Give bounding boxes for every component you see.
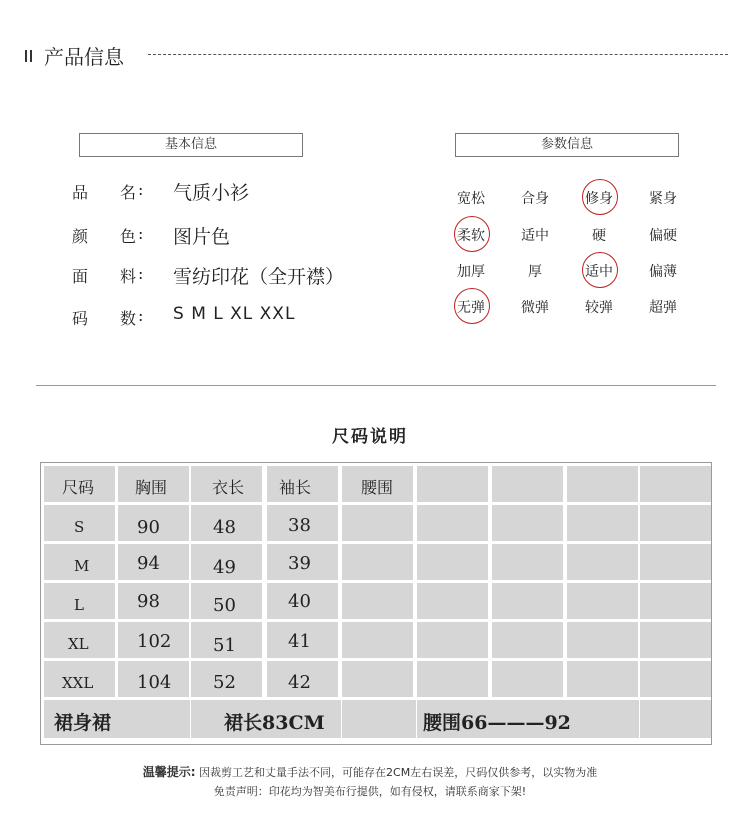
param-option-label: 适中 (585, 264, 613, 280)
table-cell (567, 622, 638, 658)
table-cell (342, 544, 413, 580)
footer-waist: 腰围66———92 (423, 712, 571, 734)
table-cell (417, 466, 488, 502)
info-label-char: 色 (120, 227, 137, 246)
info-value: 气质小衫 (173, 182, 250, 204)
table-cell (342, 505, 413, 541)
table-cell (492, 661, 563, 697)
param-option (574, 261, 624, 281)
table-cell (567, 583, 638, 619)
table-value: 38 (288, 515, 311, 536)
section-title: 产品信息 (44, 45, 124, 69)
param-option-label: 柔软 (457, 228, 485, 244)
info-value: S M L XL XXL (173, 304, 296, 324)
param-option (574, 225, 624, 245)
table-cell (342, 583, 413, 619)
info-label-char: 颜 (72, 227, 89, 246)
param-option-label: 紧身 (649, 191, 677, 207)
table-value: 50 (213, 595, 236, 616)
table-cell (640, 544, 711, 580)
table-value: 41 (288, 631, 311, 652)
size-chart-title: 尺码说明 (332, 427, 408, 447)
param-option (510, 297, 560, 317)
table-cell (567, 505, 638, 541)
param-option-label: 偏硬 (649, 228, 677, 244)
size-label: S (74, 518, 85, 536)
table-header: 尺码 (62, 478, 95, 497)
param-option-label: 加厚 (457, 264, 485, 280)
table-value: 90 (137, 517, 160, 538)
notice-line-1 (0, 763, 740, 780)
info-label-char: 品 (72, 183, 89, 202)
selected-ring-icon (454, 216, 490, 252)
table-cell (417, 661, 488, 697)
table-cell (640, 466, 711, 502)
info-label-char: : (138, 264, 144, 283)
section-header (24, 40, 730, 70)
param-option-label: 宽松 (457, 191, 485, 207)
divider (36, 385, 716, 386)
table-cell (417, 583, 488, 619)
table-header: 袖长 (279, 478, 312, 497)
selected-ring-icon (582, 252, 618, 288)
param-option-label: 较弹 (585, 300, 613, 316)
param-option (446, 261, 496, 281)
footer-length: 裙长83CM (224, 712, 325, 734)
table-cell (640, 622, 711, 658)
table-value: 49 (213, 557, 236, 578)
param-option (446, 225, 496, 245)
table-cell (640, 583, 711, 619)
table-value: 102 (137, 631, 172, 652)
notice-line-2: 免责声明：印花均为智美布行提供，如有侵权，请联系商家下架! (213, 785, 527, 798)
table-value: 42 (288, 672, 311, 693)
info-label-char: 名 (120, 183, 137, 202)
param-option-label: 适中 (521, 228, 549, 244)
param-option-label: 合身 (521, 191, 549, 207)
table-cell (417, 622, 488, 658)
table-cell (492, 505, 563, 541)
info-label-char: 数 (120, 309, 137, 328)
table-value: 104 (137, 672, 172, 693)
size-label: XXL (62, 674, 94, 692)
param-option (638, 297, 688, 317)
param-option (510, 188, 560, 208)
param-option-label: 微弹 (521, 300, 549, 316)
size-chart-table (40, 462, 712, 745)
table-cell (567, 466, 638, 502)
table-cell (492, 466, 563, 502)
table-cell (492, 544, 563, 580)
info-label-char: : (138, 306, 144, 325)
section-dashed-line (148, 54, 728, 55)
table-cell (492, 583, 563, 619)
table-cell (640, 661, 711, 697)
param-option (510, 261, 560, 281)
table-value: 40 (288, 591, 311, 612)
info-label-char: : (138, 180, 144, 199)
param-option-label: 无弹 (457, 300, 485, 316)
table-header: 胸围 (135, 478, 168, 497)
param-option-label: 修身 (585, 191, 613, 207)
param-option (638, 261, 688, 281)
param-info-title: 参数信息 (455, 133, 679, 157)
selected-ring-icon (582, 179, 618, 215)
table-value: 94 (137, 553, 160, 574)
table-cell (417, 505, 488, 541)
info-value: 图片色 (173, 226, 231, 248)
param-option (574, 188, 624, 208)
table-header: 衣长 (212, 478, 245, 497)
param-option-label: 超弹 (649, 300, 677, 316)
param-option (510, 225, 560, 245)
table-value: 39 (288, 553, 311, 574)
param-option-label: 厚 (528, 264, 542, 280)
table-cell (342, 700, 416, 738)
notice-text-1: 因裁剪工艺和丈量手法不同，可能存在2CM左右误差，尺码仅供参考，以实物为准 (199, 766, 598, 779)
table-cell (640, 505, 711, 541)
info-value: 雪纺印花（全开襟） (173, 266, 345, 288)
table-cell (417, 544, 488, 580)
table-header: 腰围 (361, 478, 394, 497)
table-value: 48 (213, 517, 236, 538)
table-value: 51 (213, 635, 236, 656)
table-cell (492, 622, 563, 658)
info-label-char: 码 (72, 309, 89, 328)
section-mark-icon (24, 50, 34, 64)
info-label-char: : (138, 224, 144, 243)
table-cell (567, 661, 638, 697)
size-label: XL (68, 635, 89, 653)
table-value: 52 (213, 672, 236, 693)
basic-info-title: 基本信息 (79, 133, 303, 157)
selected-ring-icon (454, 288, 490, 324)
param-option-label: 硬 (592, 228, 606, 244)
table-cell (342, 661, 413, 697)
param-option-label: 偏薄 (649, 264, 677, 280)
param-option (446, 297, 496, 317)
table-cell (567, 544, 638, 580)
param-option (638, 225, 688, 245)
size-label: L (74, 596, 84, 614)
info-label-char: 料 (120, 267, 137, 286)
param-option (574, 297, 624, 317)
size-label: M (74, 557, 90, 575)
info-label-char: 面 (72, 267, 89, 286)
param-option (638, 188, 688, 208)
table-cell (640, 700, 711, 738)
table-value: 98 (137, 591, 160, 612)
param-option (446, 188, 496, 208)
footer-type: 裙身裙 (54, 712, 112, 734)
table-cell (342, 622, 413, 658)
notice-label: 温馨提示: (142, 765, 196, 779)
